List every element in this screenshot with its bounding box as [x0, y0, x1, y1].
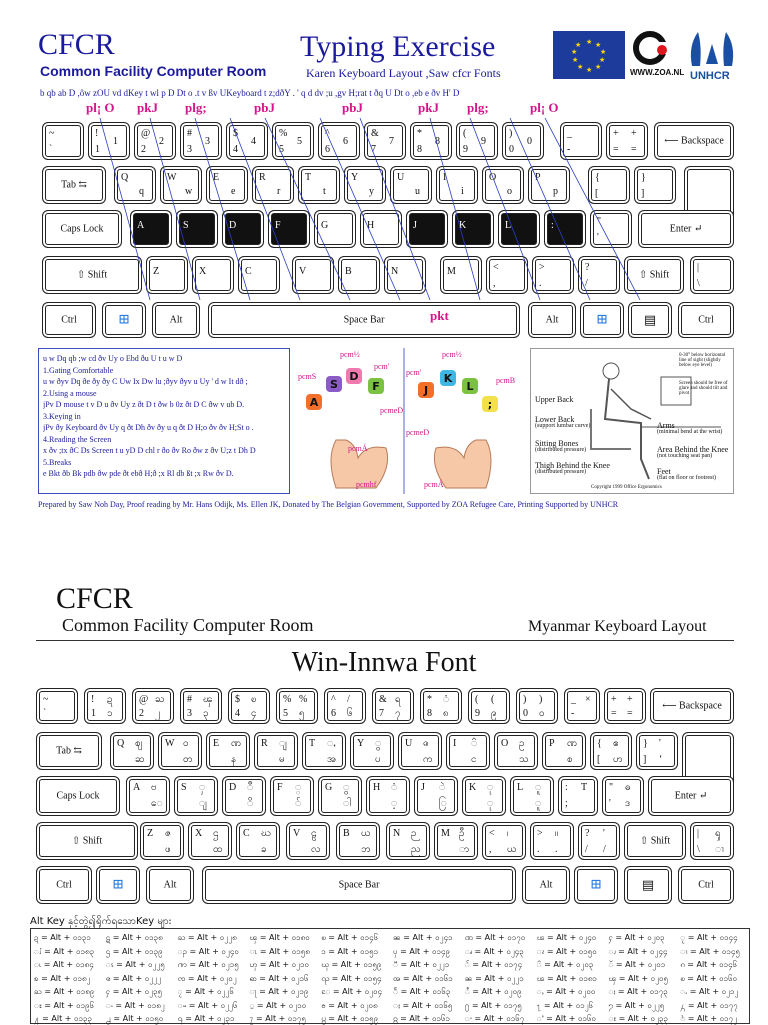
alt-table-cell: ၽ = Alt + ၀၁၈၁ [536, 973, 597, 983]
key-e[interactable]: E e [206, 166, 248, 204]
mm-key-ctrl-right[interactable]: Ctrl [678, 866, 734, 904]
svg-text:★: ★ [595, 41, 602, 49]
key-h[interactable]: H [360, 210, 402, 248]
alt-table-cell: ၼ = Alt + ၀၂၂၁ [464, 973, 524, 983]
alt-table-cell: ၷ = Alt + ၀၂၂၂ [105, 973, 162, 983]
alt-table-cell: ႂ = Alt + ၀၂၂၆ [177, 987, 234, 996]
svg-text:S: S [330, 378, 338, 391]
hand-right-label-4: pcmÁ [424, 480, 444, 489]
alt-table-cell: ႋ = Alt + ၀၁၈၂ [105, 1000, 165, 1010]
key-f[interactable]: F [268, 210, 310, 248]
alt-table-cell: ႔ = Alt + ၀၁၃၃ [34, 1014, 93, 1023]
svg-text:★: ★ [600, 48, 607, 56]
alt-table-cell: ႂ = Alt + ၀၁၄၄ [680, 933, 738, 942]
mm-key-6[interactable]: ^ 6 / ၆ [324, 688, 366, 724]
mm-key-s[interactable]: S ှ ျ [174, 776, 218, 816]
alt-table-cell: ၴ = Alt + ၀၂၀၁ [608, 960, 666, 969]
hand-right-label-1: pcmB [496, 376, 516, 385]
alt-table-cell: ၥ = Alt + ၀၁၅၁ [321, 946, 379, 956]
mm-key-w[interactable]: W ဝ တ [158, 732, 202, 770]
mm-key-z[interactable]: Z ဇ ဖ [140, 822, 184, 860]
ergo-thigh: Thigh Behind the Knee [535, 461, 610, 470]
alt-table-cell: ၧ = Alt + ၀၂၄၃ [464, 946, 524, 956]
hand-left-label-3: pcmeD [380, 406, 404, 415]
mm-key-slash[interactable]: ? / ' / [578, 822, 620, 860]
credits-line: Prepared by Saw Noh Day, Proof reading by Mr. Hans Odijk, Ms. Ellen JK, Donated by The Belgian Government, Supported by ZOA Refugee Care, Printing Supported by UNHCR [38, 500, 619, 509]
alt-table-cell: ႎ = Alt + ၀၂၀၈ [321, 1000, 378, 1010]
alt-table-cell: ႖ = Alt + ၀၂၃၁ [177, 1014, 235, 1023]
ergo-sitting-bones: Sitting Bones [535, 439, 579, 448]
alt-table-cell: ႓ = Alt + ၀၁၇၇ [680, 1000, 738, 1010]
mm-key-semicolon[interactable]: : ; T [558, 776, 598, 816]
menu-icon: ▤ [643, 312, 657, 327]
ergo-lower-back: Lower Back [535, 415, 575, 424]
alt-table-cell: ၪ = Alt + ၀၂၄၄ [608, 946, 668, 956]
mm-key-9[interactable]: ( 9 ( ၉ [468, 688, 510, 724]
svg-text:★: ★ [575, 41, 582, 49]
svg-text:★: ★ [571, 48, 578, 56]
svg-text:D: D [349, 370, 359, 383]
mm-key-b[interactable]: B ယ ဘ [336, 822, 380, 860]
mm-key-8[interactable]: * 8 ံ ၈ [420, 688, 462, 724]
alt-table-cell: ႄ = Alt + ၀၂၀၄ [321, 987, 383, 996]
svg-text:★: ★ [586, 66, 593, 74]
key-k[interactable]: K [452, 210, 494, 248]
alt-table-cell: ၮ = Alt + ၀၂၁၅ [177, 960, 239, 969]
mm-key-ctrl-left[interactable]: Ctrl [36, 866, 92, 904]
key-tab[interactable]: Tab ⇆ [42, 166, 106, 204]
key-3[interactable]: # 3 3 [180, 122, 222, 160]
mm-key-tilde[interactable]: ~ ` [36, 688, 78, 724]
key-w[interactable]: W w [160, 166, 202, 204]
key-a[interactable]: A [130, 210, 172, 248]
key-alt-left[interactable]: Alt [152, 302, 200, 338]
alt-table-cell: ႘ = Alt + ၀၁၅၉ [321, 1014, 379, 1023]
alt-table-cell: ဌ = Alt + ၀၁၃၉ [105, 946, 163, 956]
alt-table-cell: ၻ = Alt + ၀၁၆၁ [393, 973, 453, 983]
hands-illustration [296, 348, 526, 494]
key-period[interactable]: > . [532, 256, 574, 294]
mm-key-x[interactable]: X ဌ ထ [188, 822, 232, 860]
mm-key-minus[interactable]: _ - × [564, 688, 600, 724]
myanmar-layout-note: Myanmar Keyboard Layout [528, 618, 707, 635]
mm-key-5[interactable]: % 5 % ၅ [276, 688, 318, 724]
mm-key-alt-left[interactable]: Alt [146, 866, 194, 904]
alt-table-cell: ၲ = Alt + ၀၁၇၄ [464, 960, 523, 969]
mm-key-j[interactable]: J ဲ ြ [414, 776, 458, 816]
key-m[interactable]: M [440, 256, 482, 294]
cfcr-title: CFCR [38, 28, 115, 61]
key-g[interactable]: G [314, 210, 356, 248]
key-s[interactable]: S [176, 210, 218, 248]
hand-left-label-1: pcmS [298, 372, 317, 381]
key-4[interactable]: $ 4 4 [226, 122, 268, 160]
svg-text:;: ; [487, 398, 493, 411]
alt-table-cell: ႝ = Alt + ၀၁၇၂ [680, 1014, 737, 1023]
svg-text:K: K [443, 372, 453, 385]
key-c[interactable]: C [238, 256, 280, 294]
finger-label-2: pkJ [137, 100, 158, 115]
alt-key-table [30, 928, 750, 1024]
key-lbracket[interactable]: { [ [588, 166, 630, 204]
mm-key-t[interactable]: T ႇ အ [302, 732, 346, 770]
key-minus[interactable]: _ - [560, 122, 602, 160]
key-comma[interactable]: < , [486, 256, 528, 294]
alt-table-cell: ၾ = Alt + ၀၁၈၀ [249, 933, 310, 942]
unhcr-text: UNHCR [690, 70, 730, 82]
alt-table-cell: ၸ = Alt + ၀၂၀၂ [177, 973, 237, 983]
alt-table-cell: ႌ = Alt + ၀၂၂၆ [177, 1000, 238, 1010]
key-space[interactable]: Space Bar [208, 302, 520, 338]
windows-icon: ⊞ [118, 312, 130, 328]
alt-table-cell: ၨ = Alt + ၀၁၈၃ [34, 946, 95, 956]
svg-text:F: F [372, 380, 380, 393]
mm-key-caps-lock[interactable]: Caps Lock [36, 776, 120, 816]
alt-table-cell: ႗ = Alt + ၀၁၇၅ [249, 1014, 306, 1023]
alt-table-cell: ဋ = Alt + ၀၁၃၈ [105, 933, 163, 942]
alt-table-cell: ၬ = Alt + ၀၁၈၄ [34, 960, 94, 969]
tips-line-10: e Bkt ðb Bk pdb ðw pde ðt ebð H;ð ;x Rl db ßt ;x Rw ðv D. [43, 469, 234, 478]
alt-table-cell: ၽ = Alt + ၀၂၄၀ [536, 933, 597, 942]
alt-table-cell: ၳ = Alt + ၀၂၀၃ [536, 960, 594, 969]
tips-line-6: jPv ðy Keyboard ðv Uy q ðt Dh ðv ðy u q ðt D H;o ðv ðv H;St o . [43, 423, 254, 432]
key-6[interactable]: ^ 6 6 [318, 122, 360, 160]
hand-right-label-2: pcm' [406, 368, 422, 377]
tips-line-8: x ðv ;tx ðC Ds Screen t u yD D chl r ðo ðv Ro ðw z ðv U;z t Dh D [43, 446, 256, 455]
key-5[interactable]: % 5 5 [272, 122, 314, 160]
tips-line-0: u w Dq qb ;w cd ðv Uy o Ebd ðu U t u w D [43, 354, 183, 363]
svg-text:J: J [423, 384, 429, 397]
alt-table-cell: ႚ = Alt + ၀၁၆၇ [464, 1014, 525, 1023]
alt-table-cell: ၰ = Alt + ၀၁၅၉ [321, 960, 382, 969]
mm-key-2[interactable]: @ 2 ႀ ၂ [132, 688, 174, 724]
key-d[interactable]: D [222, 210, 264, 248]
key-enter[interactable]: Enter ↵ [638, 210, 734, 248]
menu-icon: ▤ [641, 877, 655, 892]
key-z[interactable]: Z [146, 256, 188, 294]
header-divider [36, 640, 734, 641]
key-backslash[interactable]: | \ [690, 256, 734, 294]
alt-table-cell: ၿ = Alt + ၀၁၄၆ [321, 933, 379, 942]
key-q[interactable]: Q q [114, 166, 156, 204]
ergo-arms: Arms [657, 421, 675, 430]
alt-table-cell: ႆ = Alt + ၀၂၀၉ [464, 987, 522, 996]
windows-icon: ⊞ [590, 877, 602, 893]
key-quote[interactable]: " ' [590, 210, 632, 248]
hand-right-label-3: pcmeD [406, 428, 430, 437]
tips-line-7: 4.Reading the Screen [43, 434, 112, 444]
ergo-arms-note: (minimal bend at the wrist) [657, 429, 723, 435]
ergo-feet-note: (flat on floor or footrest) [657, 475, 716, 481]
mm-key-f[interactable]: F ္ ် [270, 776, 314, 816]
alt-table-cell: ႅ = Alt + ၀၁၆၃ [393, 987, 451, 996]
alt-table-cell: ႍ = Alt + ၀၂၁၀ [249, 1000, 307, 1010]
mm-key-q[interactable]: Q ဈ ဆ [110, 732, 154, 770]
key-ctrl-right[interactable]: Ctrl [678, 302, 734, 338]
finger-label-6: pkJ [418, 100, 439, 115]
alt-table-cell: ၩ = Alt + ၀၁၅၀ [536, 946, 597, 956]
mm-key-e[interactable]: E ဏ န [206, 732, 250, 770]
layout-note: Karen Keyboard Layout ,Saw cfcr Fonts [306, 66, 501, 80]
mm-key-backspace[interactable]: ⟵ Backspace [650, 688, 734, 724]
alt-table-cell: ႐ = Alt + ၀၁၇၅ [464, 1000, 522, 1010]
mm-key-y[interactable]: Y ွ ပ [350, 732, 394, 770]
ergo-upper-back: Upper Back [535, 395, 574, 404]
alt-table-cell: ႙ = Alt + ၀၁၆၁ [393, 1014, 450, 1023]
key-b[interactable]: B [338, 256, 380, 294]
tips-line-5: 3.Keying in [43, 411, 81, 421]
finger-label-7: plg; [467, 100, 489, 115]
finger-label-3: plg; [185, 100, 207, 115]
alt-table-cell: ၶ = Alt + ၀၁၈၂ [34, 973, 91, 983]
alt-table-cell: ဏ = Alt + ၀၁၇၀ [464, 933, 526, 942]
mm-key-quote[interactable]: " ' ဓ ဒ [602, 776, 644, 816]
alt-table-cell: ၿ = Alt + ၀၁၆၀ [680, 973, 738, 983]
hand-left-label-0: pcm½ [340, 350, 360, 359]
key-1[interactable]: ! 1 1 [88, 122, 130, 160]
mm-key-shift-right[interactable]: ⇧ Shift [624, 822, 686, 860]
tips-line-9: 5.Breaks [43, 457, 72, 467]
alt-table-cell: ႜ = Alt + ၀၂၃၃ [608, 1014, 668, 1023]
key-r[interactable]: R r [252, 166, 294, 204]
ergo-sitting-bones-note: (distributed pressure) [535, 447, 587, 453]
key-7[interactable]: & 7 7 [364, 122, 406, 160]
key-rbracket[interactable]: } ] [634, 166, 676, 204]
ergo-thigh-note: (distributed pressure) [535, 469, 587, 475]
alt-table-cell: ႛ = Alt + ၀၁၆၀ [536, 1014, 596, 1023]
tips-line-1: 1.Gating Comfortable [43, 365, 114, 375]
ergo-knee-note: (not touching seat pan) [657, 453, 713, 459]
finger-guide-lines [0, 0, 768, 360]
mm-key-a[interactable]: A ဗ ေ [126, 776, 170, 816]
svg-text:★: ★ [572, 56, 579, 64]
ergo-lower-back-note: (support lumbar curve) [535, 423, 591, 429]
alt-table-cell: ၤ = Alt + ၀၁၅၈ [249, 946, 310, 956]
key-0[interactable]: ) 0 0 [502, 122, 544, 160]
mm-key-g[interactable]: G ွ ါ [318, 776, 362, 816]
mm-key-win-left[interactable] [96, 866, 140, 904]
ergo-feet: Feet [657, 467, 671, 476]
svg-text:★: ★ [577, 63, 584, 71]
mm-key-d[interactable]: D ီ ိ [222, 776, 266, 816]
zoa-url: WWW.ZOA.NL [630, 68, 685, 77]
mm-key-4[interactable]: $ 4 ၿ ၄ [228, 688, 270, 724]
tips-line-3: 2.Using a mouse [43, 388, 97, 398]
finger-label-8: pl¡ O [530, 100, 559, 115]
key-x[interactable]: X [192, 256, 234, 294]
alt-table-cell: ႏ = Alt + ၀၁၆၅ [393, 1000, 453, 1010]
mm-key-alt-right[interactable]: Alt [522, 866, 570, 904]
key-y[interactable]: Y y [344, 166, 386, 204]
mm-key-l[interactable]: L ူ ူ [510, 776, 554, 816]
instruction-line: b qb ab D ,ôw zOU vd dKey t wl p D Dt o .t v ßv UKeyboard t z;dðY . ' q d dv ;u ,gv H;rat t ðq U Dt o ,eb e ðv H' D [40, 88, 460, 98]
mm-key-3[interactable]: # 3 ၾ ၃ [180, 688, 222, 724]
alt-table-cell: ႒ = Alt + ၀၂၂၅ [608, 1000, 665, 1010]
alt-table-cell: ႁ = Alt + ၀၂၀၃ [608, 933, 665, 942]
key-p[interactable]: P p [528, 166, 570, 204]
key-slash[interactable]: ? / [578, 256, 620, 294]
mm-key-h[interactable]: H ံ ့ [366, 776, 410, 816]
alt-table-cell: ႁ = Alt + ၀၂၃၅ [105, 987, 163, 996]
mm-key-comma[interactable]: < , ၊ ယ [482, 822, 526, 860]
mm-key-rbracket[interactable]: } ] ' ‘ [636, 732, 678, 770]
mm-key-i[interactable]: I ၳ င [446, 732, 490, 770]
alt-table-cell: ဍ = Alt + ၀၁၃၁ [34, 933, 91, 942]
mm-key-u[interactable]: U ၷ က [398, 732, 442, 770]
mm-key-m[interactable]: M ဦ ာ [434, 822, 478, 860]
finger-label-1: pl¡ O [86, 100, 115, 115]
key-l[interactable]: L [498, 210, 540, 248]
ergo-sight-note: 0-30° below horizontal line of sight (slightly below eye level) [679, 353, 726, 368]
mm-key-7[interactable]: & 7 ရ ၇ [372, 688, 414, 724]
alt-table-cell: ၾ = Alt + ၀၂၀၅ [608, 973, 669, 983]
win-innwa-font-title: Win-Innwa Font [291, 647, 477, 678]
alt-table-cell: ႀ = Alt + ၀၁၈၉ [34, 987, 95, 996]
key-n[interactable]: N [384, 256, 426, 294]
alt-key-label: Alt Key နှင့်တွဲ၍ရိုက်ရသောKey များ [30, 916, 172, 927]
svg-text:A: A [309, 396, 319, 409]
tips-line-2: u w ðyv Dq ðe ðy ðy C Uw Ix Dw lu ;ðyv ðyv u Uy ' d w It dð ; [43, 377, 248, 386]
mm-key-menu[interactable] [624, 866, 672, 904]
key-shift-right[interactable]: ⇧ Shift [624, 256, 684, 294]
mm-key-lbracket[interactable]: { [ ဧ ဟ [590, 732, 632, 770]
alt-table-cell: ၦ = Alt + ၀၁၄၉ [393, 946, 450, 956]
hand-right-label-0: pcm½ [442, 350, 462, 359]
ergonomics-illustration [530, 348, 734, 494]
key-tilde[interactable]: ~ ` [42, 122, 84, 160]
windows-icon: ⊞ [596, 312, 608, 328]
mm-key-n[interactable]: N ဉ ည [386, 822, 430, 860]
alt-table-cell: ႇ = Alt + ၀၂၀၀ [536, 987, 596, 996]
hand-left-label-5: pcmhf [356, 480, 377, 489]
alt-table-cell: ႈ = Alt + ၀၁၇၃ [608, 987, 668, 996]
mm-key-k[interactable]: K ု ု [462, 776, 506, 816]
alt-table-cell: ၣ = Alt + ၀၂၄၀ [177, 946, 239, 956]
mm-key-win-right[interactable] [574, 866, 618, 904]
windows-icon: ⊞ [112, 877, 124, 893]
mm-key-v[interactable]: V ဠ လ [286, 822, 330, 860]
mm-key-space[interactable]: Space Bar [202, 866, 516, 904]
alt-table-cell: ၫ = Alt + ၀၁၄၅ [680, 946, 740, 956]
mm-key-1[interactable]: ! 1 ဍ ၁ [84, 688, 126, 724]
alt-table-cell: ႉ = Alt + ၀၂၁၂ [680, 987, 739, 996]
svg-text:★: ★ [595, 63, 602, 71]
key-t[interactable]: T t [298, 166, 340, 204]
mm-key-c[interactable]: C ဃ ခ [236, 822, 280, 860]
backspace-label: ⟵ Backspace [664, 135, 724, 147]
alt-table-cell: ႕ = Alt + ၀၁၅၀ [105, 1014, 164, 1023]
hand-left-label-4: pcmÁ [348, 444, 368, 453]
finger-label-4: pbJ [254, 100, 275, 115]
alt-table-cell: ႃ = Alt + ၀၂၁၉ [249, 987, 309, 996]
key-9[interactable]: ( 9 9 [456, 122, 498, 160]
key-alt-right[interactable]: Alt [528, 302, 576, 338]
key-j[interactable]: J [406, 210, 448, 248]
mm-key-backslash[interactable]: | \ ၡ ၢ [690, 822, 734, 860]
alt-table-cell: ႀ = Alt + ၀၂၂၈ [177, 933, 237, 942]
svg-text:★: ★ [599, 56, 606, 64]
key-i[interactable]: I i [436, 166, 478, 204]
key-8[interactable]: * 8 8 [410, 122, 452, 160]
key-v[interactable]: V [292, 256, 334, 294]
svg-text:★: ★ [586, 38, 593, 46]
alt-table-cell: ၼ = Alt + ၀၂၄၁ [393, 933, 453, 942]
typing-tips-panel [38, 348, 290, 494]
key-u[interactable]: U u [390, 166, 432, 204]
tips-line-4: jPv D mouse t v D u ðv Uy z ðt D t ðw b 0z ðt D C ðw v ub D. [43, 400, 245, 409]
key-shift-left[interactable]: ⇧ Shift [42, 256, 142, 294]
ergo-screen-note: Screen should be free of glare and should tilt and pivot [679, 381, 728, 396]
alt-table-cell: ႊ = Alt + ၀၁၉၆ [34, 1000, 95, 1010]
key-semicolon[interactable]: : [544, 210, 586, 248]
alt-table-cell: ၱ = Alt + ၀၂၂၁ [393, 960, 450, 969]
mm-key-r[interactable]: R ျ မ [254, 732, 298, 770]
typing-exercise-title: Typing Exercise [300, 30, 496, 63]
mm-key-period[interactable]: > . ။ . [530, 822, 574, 860]
mm-key-tab[interactable]: Tab ⇆ [36, 732, 102, 770]
mm-key-p[interactable]: P ဏ စ [542, 732, 586, 770]
mm-key-enter[interactable]: Enter ↵ [648, 776, 734, 816]
alt-table-cell: ႑ = Alt + ၀၁၂၆ [536, 1000, 594, 1010]
alt-table-cell: ၭ = Alt + ၀၂၂၅ [105, 960, 165, 969]
key-2[interactable]: @ 2 2 [134, 122, 176, 160]
ergo-knee: Area Behind the Knee [657, 445, 729, 454]
mm-key-equals[interactable]: + = + = [604, 688, 646, 724]
svg-text:L: L [466, 380, 474, 393]
alt-table-cell: ၯ = Alt + ၀၂၁၀ [249, 960, 310, 969]
key-equals[interactable]: + = + = [606, 122, 648, 160]
key-o[interactable]: O o [482, 166, 524, 204]
alt-table-cell: ၺ = Alt + ၀၁၅၄ [321, 973, 382, 983]
cfcr-title-2: CFCR [56, 582, 133, 615]
finger-label-5: pbJ [342, 100, 363, 115]
mm-key-o[interactable]: O ဥ သ [494, 732, 538, 770]
cfcr-subtitle: Common Facility Computer Room [40, 63, 267, 79]
space-finger-label: pkt [430, 308, 449, 323]
hand-left-label-2: pcm' [374, 362, 390, 371]
key-ctrl-left[interactable]: Ctrl [42, 302, 96, 338]
mm-key-0[interactable]: ) 0 ) ၀ [516, 688, 558, 724]
cfcr-subtitle-2: Common Facility Computer Room [62, 615, 314, 635]
mm-key-shift-left[interactable]: ⇧ Shift [36, 822, 138, 860]
ergo-copyright: Copyright 1999 Office Ergonomics [591, 485, 662, 490]
alt-table-cell: ၵ = Alt + ၀၁၄၆ [680, 960, 738, 969]
key-caps-lock[interactable]: Caps Lock [42, 210, 122, 248]
alt-table-cell: ၹ = Alt + ၀၂၁၆ [249, 973, 309, 983]
